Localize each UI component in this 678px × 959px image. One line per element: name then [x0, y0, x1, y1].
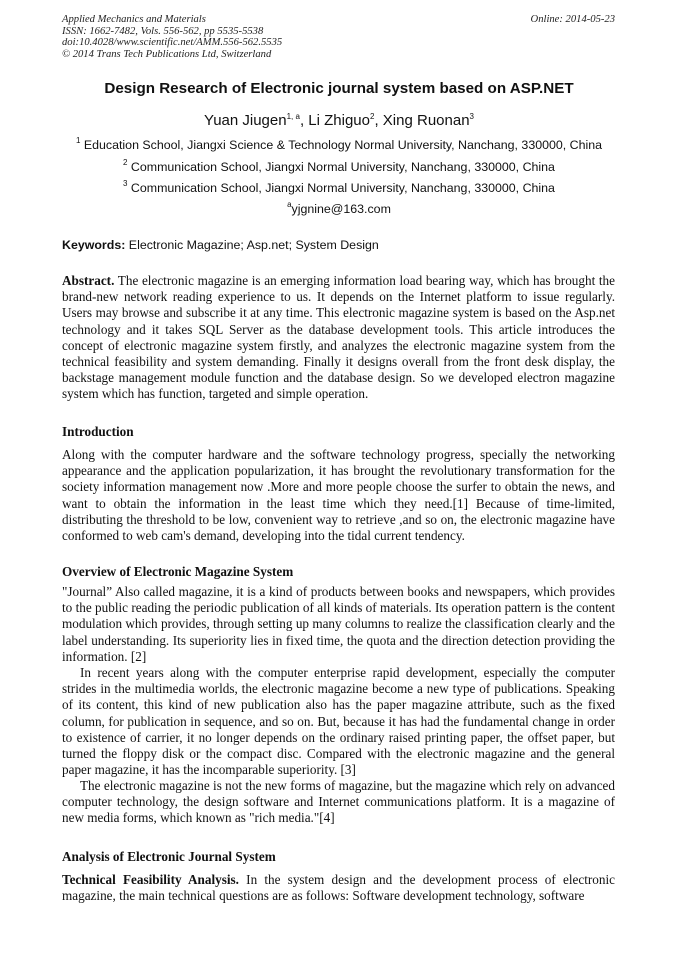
author-name: Li Zhiguo [308, 112, 370, 129]
paper-title: Design Research of Electronic journal system based on ASP.NET [104, 80, 574, 97]
author-email [0, 202, 678, 216]
journal-header [62, 14, 615, 60]
abstract-text: The electronic magazine is an emerging information load bearing way, which has brought the brand-new network reading experience to us. It depends on the Internet platform to issue regularly. Users may browse and subscribe it at any time. This electronic magazine system is based on the Asp.net technology and it takes SQL Server as the database development tools. This article introduces the concept of electronic magazine system firstly, and analyzes the electronic magazine system from the technical feasibility and system demanding. Finally it designs overall from the front desk display, the backstage management module function and the database design. So we developed electron magazine system which has function, targeted and simple operation. [62, 273, 615, 402]
author-list [0, 112, 678, 129]
affiliation-1 [0, 138, 678, 152]
author-name: Yuan Jiugen [204, 112, 287, 129]
author-name: Xing Ruonan [382, 112, 470, 129]
author-sup: 3 [469, 112, 474, 121]
section-heading-analysis: Analysis of Electronic Journal System [62, 849, 276, 864]
journal-name: Applied Mechanics and Materials [62, 14, 206, 25]
copyright-line: © 2014 Trans Tech Publications Ltd, Switzerland [62, 48, 272, 60]
online-date: Online: 2014-05-23 [530, 14, 615, 25]
author-separator: , [374, 112, 383, 129]
affiliation-text: Education School, Jiangxi Science & Technology Normal University, Nanchang, 330000, China [80, 138, 603, 152]
email-sup: a [287, 200, 292, 209]
author-sup: 1, a [286, 112, 300, 121]
affiliation-text: Communication School, Jiangxi Normal University, Nanchang, 330000, China [127, 160, 555, 174]
author-sup: 2 [370, 112, 375, 121]
email-address: yjgnine@163.com [291, 202, 391, 216]
keywords-line [62, 238, 379, 252]
technical-feasibility-label: Technical Feasibility Analysis. [62, 872, 239, 887]
technical-feasibility-text: In the system design and the development process of electronic magazine, the main technical questions are as follows: Software development technology, software [62, 872, 615, 904]
analysis-paragraph [62, 872, 615, 904]
author-separator: , [299, 112, 309, 129]
affiliation-text: Communication School, Jiangxi Normal University, Nanchang, 330000, China [127, 181, 555, 195]
overview-paragraph-3: The electronic magazine is not the new forms of magazine, but the magazine which rely on advanced computer technology, the design software and Internet communications platform. It is a magazine of new media forms, which known as "rich media."[4] [62, 778, 615, 826]
affiliation-sup: 1 [75, 136, 81, 145]
affiliation-sup: 3 [123, 179, 128, 188]
section-heading-overview: Overview of Electronic Magazine System [62, 564, 294, 579]
keywords-text: Electronic Magazine; Asp.net; System Design [125, 238, 379, 252]
introduction-paragraph: Along with the computer hardware and the software technology progress, specially the networking appearance and the application popularization, it has brought the revolutionary transformation for the society information management now .More and more people choose the surfer to obtain the news, and want to obtain the information in the least time which they need.[1] Because of time-limited, distributing the threshold to be low, convenient way to retrieve ,and so on, the electronic magazine have conformed to web cam's demand, developing into the tidal current tendency. [62, 447, 615, 544]
overview-paragraph-1: "Journal” Also called magazine, it is a kind of products between books and newspapers, which provides to the public reading the periodic publication of all kinds of materials. Its operation pattern is the content modulation which provides, through setting up many columns to realize the classification clearly and the label understanding. Its superiority lies in fixed time, the quota and the direction detection providing the information. [2] [62, 584, 615, 664]
affiliation-3 [0, 181, 678, 195]
keywords-label: Keywords: [62, 238, 126, 252]
affiliation-sup: 2 [123, 158, 128, 167]
overview-paragraph-2: In recent years along with the computer enterprise rapid development, especially the computer strides in the multimedia worlds, the electronic magazine become a new type of publications. Speaking of its content, this kind of new publication also has the paper magazine attribute, such as the fixed column, for publication in sequence, and so on. But, because it has had the fundamental change in order to existence of carrier, it no longer depends on the ordinary raised printing paper, the offset paper, but turned the floppy disk or the compact disc. Compared with the electronic magazine and the general paper magazine, it has the incomparable superiority. [3] [62, 665, 615, 778]
abstract-label: Abstract. [62, 273, 115, 288]
issn-line: ISSN: 1662-7482, Vols. 556-562, pp 5535-5538 [62, 25, 264, 37]
affiliation-2 [0, 160, 678, 174]
abstract-paragraph [62, 273, 615, 403]
doi-line: doi:10.4028/www.scientific.net/AMM.556-562.5535 [62, 37, 283, 49]
section-heading-introduction: Introduction [62, 424, 134, 439]
